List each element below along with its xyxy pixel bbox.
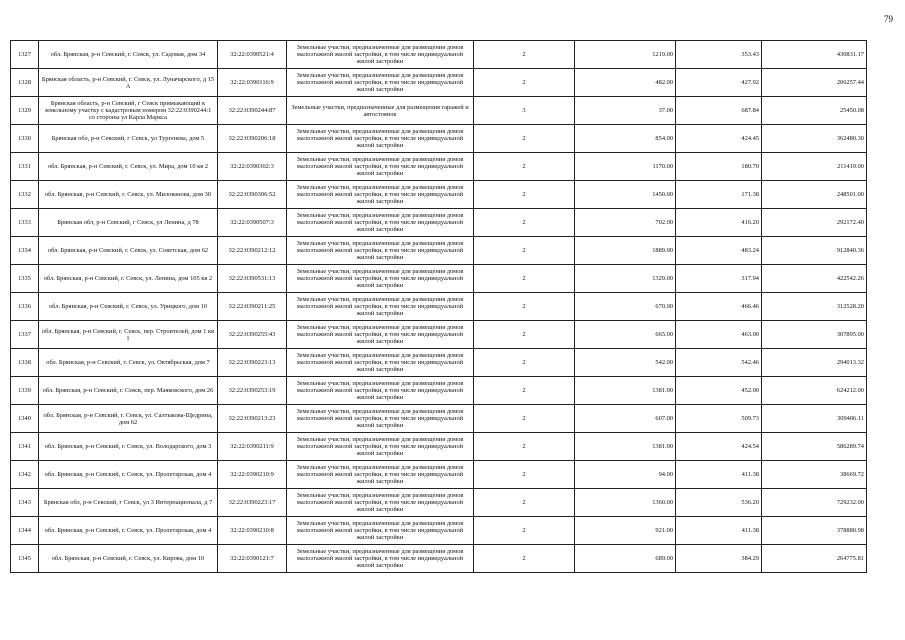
row-number-cell: 1333	[11, 209, 39, 237]
cadastral-number-cell: 32:22:0390211:9	[218, 433, 287, 461]
cadastral-number-cell: 32:22:0390116:9	[218, 69, 287, 97]
cadastral-number-cell: 32:22:0390306:52	[218, 181, 287, 209]
area-cell: 1381.00	[575, 377, 676, 405]
specific-value-cell: 536.20	[676, 489, 762, 517]
cadastral-value-cell: 264775.81	[762, 545, 867, 573]
address-cell: обл. Брянская, р-н Севский, г. Севск, ул. Кирова, дом 10	[39, 545, 218, 573]
cadastral-number-cell: 32:22:0390521:4	[218, 41, 287, 69]
table-row	[11, 349, 867, 377]
cadastral-value-cell: 430831.17	[762, 41, 867, 69]
area-cell: 1889.00	[575, 237, 676, 265]
land-use-cell: Земельные участки, предназначенные для размещения домов малоэтажной жилой застройки, в том числе индивидуальной жилой застройки	[287, 237, 474, 265]
row-number-cell: 1332	[11, 181, 39, 209]
cadastral-number-cell: 32:22:0390223:17	[218, 489, 287, 517]
area-cell: 1381.00	[575, 433, 676, 461]
cadastral-number-cell: 32:22:0390206:18	[218, 125, 287, 153]
row-number-cell: 1328	[11, 69, 39, 97]
specific-value-cell: 542.46	[676, 349, 762, 377]
address-cell: Брянская область, р-н Севский, г. Севск, ул. Луначарского, д 15 А	[39, 69, 218, 97]
cadastral-number-cell: 32:22:0390255:43	[218, 321, 287, 349]
land-use-cell: Земельные участки, предназначенные для размещения домов малоэтажной жилой застройки, в том числе индивидуальной жилой застройки	[287, 517, 474, 545]
cadastral-number-cell: 32:22:0390302:3	[218, 153, 287, 181]
land-use-cell: Земельные участки, предназначенные для размещения гаражей и автостоянок	[287, 97, 474, 125]
table-row	[11, 321, 867, 349]
table-row	[11, 41, 867, 69]
area-cell: 665.00	[575, 321, 676, 349]
category-cell: 2	[474, 265, 575, 293]
cadastral-value-cell: 729232.00	[762, 489, 867, 517]
table-row	[11, 181, 867, 209]
row-number-cell: 1337	[11, 321, 39, 349]
address-cell: обл. Брянская, р-н Севский, г. Севск, ул. Ленина, дом 105 кв 2	[39, 265, 218, 293]
table-row	[11, 153, 867, 181]
category-cell: 2	[474, 181, 575, 209]
address-cell: обл. Брянская, р-н Севский, г. Севск, ул. Салтыкова-Щедрина, дом 62	[39, 405, 218, 433]
address-cell: обл. Брянская, р-н Севский, г. Севск, ул. Милованова, дом 30	[39, 181, 218, 209]
category-cell: 2	[474, 433, 575, 461]
address-cell: обл. Брянская, р-н Севский, г. Севск, ул. Пролетарская, дом 4	[39, 517, 218, 545]
row-number-cell: 1331	[11, 153, 39, 181]
cadastral-number-cell: 32:22:0390244:87	[218, 97, 287, 125]
row-number-cell: 1341	[11, 433, 39, 461]
area-cell: 607.00	[575, 405, 676, 433]
specific-value-cell: 463.00	[676, 321, 762, 349]
address-cell: обл. Брянская, р-н Севский, г. Севск, ул. Советская, дом 62	[39, 237, 218, 265]
cadastral-number-cell: 32:22:0390531:13	[218, 265, 287, 293]
land-use-cell: Земельные участки, предназначенные для размещения домов малоэтажной жилой застройки, в том числе индивидуальной жилой застройки	[287, 69, 474, 97]
address-cell: Брянская обл, р-н Севский, г Севск, ул Тургенева, дом 5	[39, 125, 218, 153]
row-number-cell: 1338	[11, 349, 39, 377]
land-use-cell: Земельные участки, предназначенные для размещения домов малоэтажной жилой застройки, в том числе индивидуальной жилой застройки	[287, 489, 474, 517]
address-cell: обл. Брянская, р-н Севский, г. Севск, ул. Садовая, дом 34	[39, 41, 218, 69]
category-cell: 2	[474, 69, 575, 97]
address-cell: обл. Брянская, р-н Севский, г. Севск, ул. Володарского, дом 3	[39, 433, 218, 461]
row-number-cell: 1340	[11, 405, 39, 433]
cadastral-value-cell: 25450.08	[762, 97, 867, 125]
specific-value-cell: 452.00	[676, 377, 762, 405]
row-number-cell: 1345	[11, 545, 39, 573]
category-cell: 2	[474, 489, 575, 517]
category-cell: 2	[474, 405, 575, 433]
cadastral-number-cell: 32:22:0390210:9	[218, 461, 287, 489]
table-row	[11, 405, 867, 433]
row-number-cell: 1327	[11, 41, 39, 69]
cadastral-value-table	[10, 40, 867, 573]
area-cell: 921.00	[575, 517, 676, 545]
row-number-cell: 1334	[11, 237, 39, 265]
specific-value-cell: 424.45	[676, 125, 762, 153]
address-cell: Брянская обл, р-н Севский, г Севск, ул Ленина, д 78	[39, 209, 218, 237]
specific-value-cell: 411.38	[676, 461, 762, 489]
cadastral-value-cell: 206257.44	[762, 69, 867, 97]
cadastral-value-cell: 312528.20	[762, 293, 867, 321]
specific-value-cell: 353.43	[676, 41, 762, 69]
cadastral-number-cell: 32:22:0390223:13	[218, 349, 287, 377]
page-number: 79	[884, 14, 893, 24]
land-use-cell: Земельные участки, предназначенные для размещения домов малоэтажной жилой застройки, в том числе индивидуальной жилой застройки	[287, 377, 474, 405]
area-cell: 1219.00	[575, 41, 676, 69]
table-row	[11, 545, 867, 573]
land-use-cell: Земельные участки, предназначенные для размещения домов малоэтажной жилой застройки, в том числе индивидуальной жилой застройки	[287, 433, 474, 461]
address-cell: обл. Брянская, р-н Севский, г. Севск, ул. Мира, дом 10 кв 2	[39, 153, 218, 181]
table-body	[11, 41, 867, 573]
specific-value-cell: 411.38	[676, 517, 762, 545]
area-cell: 1360.00	[575, 489, 676, 517]
cadastral-number-cell: 32:22:0390253:19	[218, 377, 287, 405]
land-use-cell: Земельные участки, предназначенные для размещения домов малоэтажной жилой застройки, в том числе индивидуальной жилой застройки	[287, 265, 474, 293]
category-cell: 2	[474, 41, 575, 69]
table-row	[11, 489, 867, 517]
table-row	[11, 517, 867, 545]
table-row	[11, 97, 867, 125]
category-cell: 2	[474, 293, 575, 321]
row-number-cell: 1336	[11, 293, 39, 321]
specific-value-cell: 171.38	[676, 181, 762, 209]
specific-value-cell: 483.24	[676, 237, 762, 265]
cadastral-value-cell: 292172.40	[762, 209, 867, 237]
land-use-cell: Земельные участки, предназначенные для размещения домов малоэтажной жилой застройки, в том числе индивидуальной жилой застройки	[287, 153, 474, 181]
cadastral-value-cell: 309406.11	[762, 405, 867, 433]
cadastral-value-cell: 586289.74	[762, 433, 867, 461]
address-cell: Брянская обл, р-н Севский, г Севск, ул 3 Интернационала, д 7	[39, 489, 218, 517]
land-use-cell: Земельные участки, предназначенные для размещения домов малоэтажной жилой застройки, в том числе индивидуальной жилой застройки	[287, 209, 474, 237]
address-cell: обл. Брянская, р-н Севский, г. Севск, ул. Урицкого, дом 10	[39, 293, 218, 321]
category-cell: 2	[474, 461, 575, 489]
area-cell: 854.00	[575, 125, 676, 153]
land-use-cell: Земельные участки, предназначенные для размещения домов малоэтажной жилой застройки, в том числе индивидуальной жилой застройки	[287, 321, 474, 349]
table-row	[11, 209, 867, 237]
specific-value-cell: 180.70	[676, 153, 762, 181]
cadastral-number-cell: 32:22:0390121:7	[218, 545, 287, 573]
cadastral-number-cell: 32:22:0390211:25	[218, 293, 287, 321]
specific-value-cell: 424.54	[676, 433, 762, 461]
area-cell: 702.00	[575, 209, 676, 237]
land-use-cell: Земельные участки, предназначенные для размещения домов малоэтажной жилой застройки, в том числе индивидуальной жилой застройки	[287, 181, 474, 209]
category-cell: 2	[474, 125, 575, 153]
area-cell: 689.00	[575, 545, 676, 573]
cadastral-value-cell: 248501.00	[762, 181, 867, 209]
cadastral-value-cell: 294013.32	[762, 349, 867, 377]
area-cell: 37.00	[575, 97, 676, 125]
row-number-cell: 1339	[11, 377, 39, 405]
address-cell: Брянская область, р-н Севский, г Севск примыкающий к земельному участку с кадастровым номером 32:22:0390244:1 со стороны ул Карла Маркса	[39, 97, 218, 125]
category-cell: 2	[474, 237, 575, 265]
specific-value-cell: 384.29	[676, 545, 762, 573]
specific-value-cell: 317.94	[676, 265, 762, 293]
row-number-cell: 1343	[11, 489, 39, 517]
table-row	[11, 69, 867, 97]
cadastral-value-cell: 362480.30	[762, 125, 867, 153]
address-cell: обл. Брянская, р-н Севский, г. Севск, ул. Октябрьская, дом 7	[39, 349, 218, 377]
land-use-cell: Земельные участки, предназначенные для размещения домов малоэтажной жилой застройки, в том числе индивидуальной жилой застройки	[287, 405, 474, 433]
cadastral-value-cell: 211419.00	[762, 153, 867, 181]
category-cell: 2	[474, 545, 575, 573]
land-use-cell: Земельные участки, предназначенные для размещения домов малоэтажной жилой застройки, в том числе индивидуальной жилой застройки	[287, 125, 474, 153]
area-cell: 1450.00	[575, 181, 676, 209]
cadastral-number-cell: 32:22:0390213:23	[218, 405, 287, 433]
address-cell: обл. Брянская, р-н Севский, г. Севск, пер. Строителей, дом 1 кв 1	[39, 321, 218, 349]
area-cell: 542.00	[575, 349, 676, 377]
cadastral-number-cell: 32:22:0390212:12	[218, 237, 287, 265]
row-number-cell: 1329	[11, 97, 39, 125]
category-cell: 2	[474, 153, 575, 181]
specific-value-cell: 416.20	[676, 209, 762, 237]
category-cell: 2	[474, 517, 575, 545]
land-use-cell: Земельные участки, предназначенные для размещения домов малоэтажной жилой застройки, в том числе индивидуальной жилой застройки	[287, 461, 474, 489]
land-use-cell: Земельные участки, предназначенные для размещения домов малоэтажной жилой застройки, в том числе индивидуальной жилой застройки	[287, 349, 474, 377]
specific-value-cell: 509.73	[676, 405, 762, 433]
cadastral-number-cell: 32:22:0390210:8	[218, 517, 287, 545]
table-row	[11, 125, 867, 153]
cadastral-value-cell: 378880.98	[762, 517, 867, 545]
area-cell: 94.00	[575, 461, 676, 489]
cadastral-number-cell: 32:22:0390507:3	[218, 209, 287, 237]
category-cell: 2	[474, 209, 575, 237]
area-cell: 482.00	[575, 69, 676, 97]
cadastral-value-cell: 38669.72	[762, 461, 867, 489]
table-row	[11, 433, 867, 461]
row-number-cell: 1344	[11, 517, 39, 545]
row-number-cell: 1330	[11, 125, 39, 153]
category-cell: 2	[474, 377, 575, 405]
land-use-cell: Земельные участки, предназначенные для размещения домов малоэтажной жилой застройки, в том числе индивидуальной жилой застройки	[287, 293, 474, 321]
cadastral-value-cell: 307895.00	[762, 321, 867, 349]
category-cell: 3	[474, 97, 575, 125]
cadastral-value-cell: 422542.26	[762, 265, 867, 293]
table-row	[11, 237, 867, 265]
specific-value-cell: 427.92	[676, 69, 762, 97]
category-cell: 2	[474, 321, 575, 349]
area-cell: 1170.00	[575, 153, 676, 181]
area-cell: 1329.00	[575, 265, 676, 293]
table-row	[11, 293, 867, 321]
row-number-cell: 1342	[11, 461, 39, 489]
cadastral-value-cell: 912840.36	[762, 237, 867, 265]
land-use-cell: Земельные участки, предназначенные для размещения домов малоэтажной жилой застройки, в том числе индивидуальной жилой застройки	[287, 41, 474, 69]
land-use-cell: Земельные участки, предназначенные для размещения домов малоэтажной жилой застройки, в том числе индивидуальной жилой застройки	[287, 545, 474, 573]
specific-value-cell: 466.46	[676, 293, 762, 321]
specific-value-cell: 687.84	[676, 97, 762, 125]
area-cell: 670.00	[575, 293, 676, 321]
address-cell: обл. Брянская, р-н Севский, г. Севск, ул. Пролетарская, дом 4	[39, 461, 218, 489]
row-number-cell: 1335	[11, 265, 39, 293]
address-cell: обл. Брянская, р-н Севский, г. Севск, пер. Маяковского, дом 26	[39, 377, 218, 405]
cadastral-value-cell: 624212.00	[762, 377, 867, 405]
table-row	[11, 461, 867, 489]
table-row	[11, 265, 867, 293]
table-row	[11, 377, 867, 405]
category-cell: 2	[474, 349, 575, 377]
